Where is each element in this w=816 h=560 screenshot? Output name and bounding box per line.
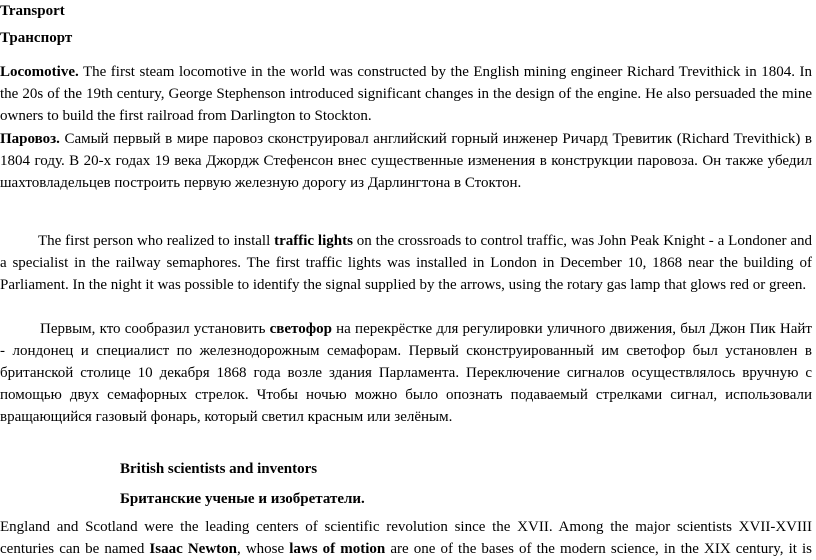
title-russian: Транспорт: [0, 30, 73, 46]
locomotive-text-ru: Самый первый в мире паровоз сконструировал английский горный инженер Ричард Тревитик (Richard Trevithick) в 1804 году. В 20-х годах 19 века Джордж Стефенсон внес существенные изменения в конструкции паровоза. Он также убедил шахтовладельцев построить первую железную дорогу из Дарлингтона в Стоктон.: [0, 131, 812, 191]
locomotive-paragraph-ru: [0, 128, 812, 194]
title-english: Transport: [0, 3, 65, 19]
section-title-russian: Британские ученые и изобретатели.: [120, 491, 365, 507]
section-title-english: British scientists and inventors: [120, 461, 318, 477]
locomotive-term-ru: Паровоз.: [0, 131, 60, 147]
traffic-before-en: The first person who realized to install: [38, 233, 275, 249]
scientists-paragraph-en: [0, 516, 812, 560]
traffic-term-en: traffic lights: [274, 233, 353, 249]
traffic-paragraph-ru: [0, 318, 812, 428]
traffic-before-ru: Первым, кто сообразил установить: [40, 321, 270, 337]
traffic-term-ru: светофор: [269, 321, 332, 337]
traffic-after-en: on the crossroads to control traffic, was John Peak Knight - a Londoner and a specialist in the railway semaphores. The first traffic lights was installed in London in December 10, 1868 near the building of Parliament. In the night it was possible to identify the signal supplied by the arrows, using the rotary gas lamp that glows red or green.: [0, 233, 812, 293]
scientist-name-newton: Isaac Newton: [149, 541, 237, 557]
locomotive-text-en: The first steam locomotive in the world was constructed by the English mining engineer Richard Trevithick in 1804. In the 20s of the 19th century, George Stephenson introduced significant changes in the design of the engine. He also persuaded the mine owners to build the first railroad from Darlington to Stockton.: [0, 64, 812, 124]
scientists-before-en: England and Scotland were the leading centers of scientific revolution since the XVII. Among the major scientists XVII-XVIII centuries can be named: [0, 519, 812, 557]
traffic-paragraph-en: [0, 230, 812, 296]
locomotive-paragraph-en: [0, 61, 812, 127]
traffic-after-ru: на перекрёстке для регулировки уличного движения, был Джон Пик Найт - лондонец и специалист по железнодорожным семафорам. Первый сконструированный им светофор был установлен в британской столице 10 декабря 1868 года возле здания Парламента. Переключение сигналов осуществлялось вручную с помощью двух семафорных стрелок. Чтобы ночью можно было опознать подаваемый стрелками сигнал, использовали вращающийся газовый фонарь, который светил красным или зелёным.: [0, 321, 812, 425]
scientists-middle-en: , whose: [237, 541, 290, 557]
scientists-after-en: are one of the bases of the modern science, in the XIX century, it is: [385, 541, 812, 557]
laws-of-motion-term: laws of motion: [289, 541, 386, 557]
locomotive-term-en: Locomotive.: [0, 64, 79, 80]
